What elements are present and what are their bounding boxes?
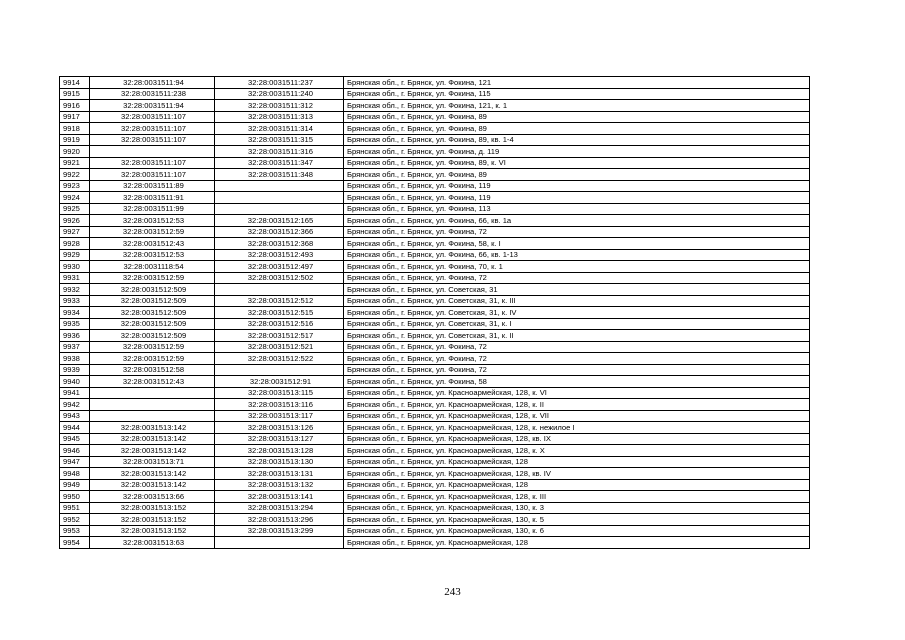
- address-cell: Брянская обл., г. Брянск, ул. Красноармейская, 128: [344, 456, 810, 468]
- table-row: [60, 399, 810, 411]
- parcel-number-cell: 32:28:0031512:53: [90, 249, 215, 261]
- building-number-cell: 32:28:0031513:132: [215, 479, 344, 491]
- parcel-number-cell: [90, 387, 215, 399]
- building-number-cell: 32:28:0031513:296: [215, 514, 344, 526]
- parcel-number-cell: 32:28:0031512:43: [90, 238, 215, 250]
- row-number-cell: 9938: [60, 353, 90, 365]
- table-row: [60, 295, 810, 307]
- row-number-cell: 9937: [60, 341, 90, 353]
- table-row: [60, 111, 810, 123]
- address-cell: Брянская обл., г. Брянск, ул. Фокина, 58: [344, 376, 810, 388]
- parcel-number-cell: 32:28:0031118:54: [90, 261, 215, 273]
- address-cell: Брянская обл., г. Брянск, ул. Красноармейская, 128, кв. IX: [344, 433, 810, 445]
- address-cell: Брянская обл., г. Брянск, ул. Фокина, 58, к. I: [344, 238, 810, 250]
- building-number-cell: 32:28:0031513:127: [215, 433, 344, 445]
- row-number-cell: 9915: [60, 88, 90, 100]
- address-cell: Брянская обл., г. Брянск, ул. Фокина, 72: [344, 272, 810, 284]
- parcel-number-cell: 32:28:0031511:238: [90, 88, 215, 100]
- table-row: [60, 433, 810, 445]
- address-cell: Брянская обл., г. Брянск, ул. Фокина, 115: [344, 88, 810, 100]
- address-cell: Брянская обл., г. Брянск, ул. Красноармейская, 130, к. 6: [344, 525, 810, 537]
- parcel-number-cell: 32:28:0031513:142: [90, 433, 215, 445]
- row-number-cell: 9946: [60, 445, 90, 457]
- table-row: [60, 364, 810, 376]
- table-row: [60, 203, 810, 215]
- row-number-cell: 9932: [60, 284, 90, 296]
- building-number-cell: 32:28:0031513:115: [215, 387, 344, 399]
- row-number-cell: 9943: [60, 410, 90, 422]
- building-number-cell: 32:28:0031512:502: [215, 272, 344, 284]
- building-number-cell: 32:28:0031513:117: [215, 410, 344, 422]
- row-number-cell: 9930: [60, 261, 90, 273]
- row-number-cell: 9945: [60, 433, 90, 445]
- row-number-cell: 9920: [60, 146, 90, 158]
- address-cell: Брянская обл., г. Брянск, ул. Красноармейская, 128, к. нежилое I: [344, 422, 810, 434]
- row-number-cell: 9941: [60, 387, 90, 399]
- row-number-cell: 9925: [60, 203, 90, 215]
- address-cell: Брянская обл., г. Брянск, ул. Фокина, 121: [344, 77, 810, 89]
- row-number-cell: 9954: [60, 537, 90, 549]
- address-cell: Брянская обл., г. Брянск, ул. Фокина, 72: [344, 353, 810, 365]
- parcel-number-cell: 32:28:0031511:91: [90, 192, 215, 204]
- building-number-cell: 32:28:0031512:493: [215, 249, 344, 261]
- table-row: [60, 318, 810, 330]
- row-number-cell: 9918: [60, 123, 90, 135]
- address-cell: Брянская обл., г. Брянск, ул. Советская, 31, к. I: [344, 318, 810, 330]
- row-number-cell: 9952: [60, 514, 90, 526]
- building-number-cell: [215, 192, 344, 204]
- building-number-cell: 32:28:0031512:512: [215, 295, 344, 307]
- parcel-number-cell: 32:28:0031513:142: [90, 422, 215, 434]
- row-number-cell: 9928: [60, 238, 90, 250]
- parcel-number-cell: 32:28:0031513:142: [90, 479, 215, 491]
- table-row: [60, 387, 810, 399]
- building-number-cell: 32:28:0031513:299: [215, 525, 344, 537]
- row-number-cell: 9939: [60, 364, 90, 376]
- parcel-number-cell: [90, 146, 215, 158]
- address-cell: Брянская обл., г. Брянск, ул. Фокина, 66, кв. 1а: [344, 215, 810, 227]
- address-cell: Брянская обл., г. Брянск, ул. Советская, 31, к. III: [344, 295, 810, 307]
- parcel-number-cell: 32:28:0031512:509: [90, 330, 215, 342]
- parcel-number-cell: 32:28:0031513:142: [90, 445, 215, 457]
- address-cell: Брянская обл., г. Брянск, ул. Красноармейская, 130, к. 3: [344, 502, 810, 514]
- table-row: [60, 215, 810, 227]
- address-cell: Брянская обл., г. Брянск, ул. Красноармейская, 128, кв. IV: [344, 468, 810, 480]
- row-number-cell: 9926: [60, 215, 90, 227]
- table-row: [60, 410, 810, 422]
- parcel-number-cell: 32:28:0031512:53: [90, 215, 215, 227]
- table-row: [60, 169, 810, 181]
- parcel-number-cell: 32:28:0031513:71: [90, 456, 215, 468]
- building-number-cell: [215, 180, 344, 192]
- building-number-cell: 32:28:0031511:315: [215, 134, 344, 146]
- parcel-number-cell: 32:28:0031511:107: [90, 134, 215, 146]
- building-number-cell: 32:28:0031511:313: [215, 111, 344, 123]
- table-row: [60, 525, 810, 537]
- building-number-cell: 32:28:0031512:522: [215, 353, 344, 365]
- address-cell: Брянская обл., г. Брянск, ул. Фокина, 70, к. 1: [344, 261, 810, 273]
- address-cell: Брянская обл., г. Брянск, ул. Фокина, 72: [344, 341, 810, 353]
- row-number-cell: 9942: [60, 399, 90, 411]
- row-number-cell: 9935: [60, 318, 90, 330]
- address-cell: Брянская обл., г. Брянск, ул. Фокина, 72: [344, 364, 810, 376]
- building-number-cell: 32:28:0031512:515: [215, 307, 344, 319]
- parcel-number-cell: 32:28:0031512:58: [90, 364, 215, 376]
- table-row: [60, 146, 810, 158]
- table-row: [60, 284, 810, 296]
- row-number-cell: 9919: [60, 134, 90, 146]
- address-cell: Брянская обл., г. Брянск, ул. Фокина, 89: [344, 169, 810, 181]
- parcel-number-cell: 32:28:0031513:152: [90, 525, 215, 537]
- parcel-number-cell: 32:28:0031513:142: [90, 468, 215, 480]
- parcel-number-cell: 32:28:0031513:152: [90, 502, 215, 514]
- parcel-number-cell: 32:28:0031512:59: [90, 272, 215, 284]
- row-number-cell: 9929: [60, 249, 90, 261]
- building-number-cell: [215, 284, 344, 296]
- row-number-cell: 9921: [60, 157, 90, 169]
- table-row: [60, 157, 810, 169]
- building-number-cell: 32:28:0031511:312: [215, 100, 344, 112]
- building-number-cell: 32:28:0031511:347: [215, 157, 344, 169]
- building-number-cell: 32:28:0031513:141: [215, 491, 344, 503]
- building-number-cell: 32:28:0031513:131: [215, 468, 344, 480]
- building-number-cell: 32:28:0031512:366: [215, 226, 344, 238]
- table-row: [60, 445, 810, 457]
- table-row: [60, 238, 810, 250]
- address-cell: Брянская обл., г. Брянск, ул. Фокина, 89, к. VI: [344, 157, 810, 169]
- address-cell: Брянская обл., г. Брянск, ул. Красноармейская, 128, к. II: [344, 399, 810, 411]
- parcel-number-cell: 32:28:0031512:509: [90, 295, 215, 307]
- parcel-number-cell: 32:28:0031511:107: [90, 111, 215, 123]
- parcel-number-cell: 32:28:0031513:63: [90, 537, 215, 549]
- building-number-cell: 32:28:0031512:517: [215, 330, 344, 342]
- parcel-number-cell: 32:28:0031512:509: [90, 284, 215, 296]
- row-number-cell: 9944: [60, 422, 90, 434]
- table-row: [60, 272, 810, 284]
- row-number-cell: 9948: [60, 468, 90, 480]
- parcel-number-cell: 32:28:0031511:107: [90, 169, 215, 181]
- row-number-cell: 9931: [60, 272, 90, 284]
- address-cell: Брянская обл., г. Брянск, ул. Советская, 31, к. IV: [344, 307, 810, 319]
- table-row: [60, 376, 810, 388]
- building-number-cell: 32:28:0031512:497: [215, 261, 344, 273]
- building-number-cell: 32:28:0031511:316: [215, 146, 344, 158]
- row-number-cell: 9916: [60, 100, 90, 112]
- building-number-cell: 32:28:0031513:126: [215, 422, 344, 434]
- row-number-cell: 9949: [60, 479, 90, 491]
- parcel-number-cell: 32:28:0031512:509: [90, 307, 215, 319]
- address-cell: Брянская обл., г. Брянск, ул. Фокина, 89: [344, 111, 810, 123]
- table-row: [60, 261, 810, 273]
- address-cell: Брянская обл., г. Брянск, ул. Советская, 31, к. II: [344, 330, 810, 342]
- row-number-cell: 9947: [60, 456, 90, 468]
- parcel-number-cell: 32:28:0031511:94: [90, 100, 215, 112]
- building-number-cell: 32:28:0031513:294: [215, 502, 344, 514]
- row-number-cell: 9927: [60, 226, 90, 238]
- row-number-cell: 9917: [60, 111, 90, 123]
- table-row: [60, 180, 810, 192]
- table-row: [60, 123, 810, 135]
- building-number-cell: 32:28:0031512:165: [215, 215, 344, 227]
- parcel-number-cell: 32:28:0031511:94: [90, 77, 215, 89]
- table-row: [60, 249, 810, 261]
- table-row: [60, 353, 810, 365]
- building-number-cell: [215, 203, 344, 215]
- building-number-cell: 32:28:0031513:116: [215, 399, 344, 411]
- registry-table: [59, 76, 810, 549]
- building-number-cell: 32:28:0031511:348: [215, 169, 344, 181]
- table-row: [60, 468, 810, 480]
- row-number-cell: 9940: [60, 376, 90, 388]
- building-number-cell: [215, 537, 344, 549]
- parcel-number-cell: 32:28:0031511:107: [90, 157, 215, 169]
- parcel-number-cell: [90, 410, 215, 422]
- address-cell: Брянская обл., г. Брянск, ул. Красноармейская, 128: [344, 537, 810, 549]
- address-cell: Брянская обл., г. Брянск, ул. Фокина, 119: [344, 192, 810, 204]
- address-cell: Брянская обл., г. Брянск, ул. Красноармейская, 128: [344, 479, 810, 491]
- address-cell: Брянская обл., г. Брянск, ул. Советская, 31: [344, 284, 810, 296]
- row-number-cell: 9950: [60, 491, 90, 503]
- address-cell: Брянская обл., г. Брянск, ул. Красноармейская, 130, к. 5: [344, 514, 810, 526]
- building-number-cell: 32:28:0031512:91: [215, 376, 344, 388]
- page-number: 243: [444, 586, 461, 598]
- building-number-cell: 32:28:0031513:130: [215, 456, 344, 468]
- building-number-cell: 32:28:0031511:314: [215, 123, 344, 135]
- table-row: [60, 341, 810, 353]
- table-row: [60, 77, 810, 89]
- address-cell: Брянская обл., г. Брянск, ул. Красноармейская, 128, к. VI: [344, 387, 810, 399]
- building-number-cell: 32:28:0031513:128: [215, 445, 344, 457]
- building-number-cell: 32:28:0031512:368: [215, 238, 344, 250]
- address-cell: Брянская обл., г. Брянск, ул. Фокина, 72: [344, 226, 810, 238]
- row-number-cell: 9922: [60, 169, 90, 181]
- address-cell: Брянская обл., г. Брянск, ул. Красноармейская, 128, к. X: [344, 445, 810, 457]
- row-number-cell: 9936: [60, 330, 90, 342]
- row-number-cell: 9914: [60, 77, 90, 89]
- parcel-number-cell: 32:28:0031512:43: [90, 376, 215, 388]
- parcel-number-cell: 32:28:0031512:59: [90, 353, 215, 365]
- address-cell: Брянская обл., г. Брянск, ул. Фокина, д. 119: [344, 146, 810, 158]
- table-row: [60, 192, 810, 204]
- registry-table-body: [60, 77, 810, 549]
- table-row: [60, 502, 810, 514]
- row-number-cell: 9933: [60, 295, 90, 307]
- address-cell: Брянская обл., г. Брянск, ул. Фокина, 121, к. 1: [344, 100, 810, 112]
- building-number-cell: 32:28:0031512:516: [215, 318, 344, 330]
- address-cell: Брянская обл., г. Брянск, ул. Фокина, 89: [344, 123, 810, 135]
- parcel-number-cell: 32:28:0031512:59: [90, 341, 215, 353]
- building-number-cell: 32:28:0031512:521: [215, 341, 344, 353]
- parcel-number-cell: 32:28:0031513:66: [90, 491, 215, 503]
- parcel-number-cell: 32:28:0031513:152: [90, 514, 215, 526]
- table-row: [60, 226, 810, 238]
- table-row: [60, 537, 810, 549]
- table-row: [60, 134, 810, 146]
- table-row: [60, 422, 810, 434]
- address-cell: Брянская обл., г. Брянск, ул. Фокина, 66, кв. 1-13: [344, 249, 810, 261]
- address-cell: Брянская обл., г. Брянск, ул. Красноармейская, 128, к. VII: [344, 410, 810, 422]
- row-number-cell: 9924: [60, 192, 90, 204]
- building-number-cell: [215, 364, 344, 376]
- table-row: [60, 330, 810, 342]
- building-number-cell: 32:28:0031511:240: [215, 88, 344, 100]
- row-number-cell: 9934: [60, 307, 90, 319]
- row-number-cell: 9923: [60, 180, 90, 192]
- table-row: [60, 88, 810, 100]
- parcel-number-cell: 32:28:0031511:99: [90, 203, 215, 215]
- address-cell: Брянская обл., г. Брянск, ул. Фокина, 89, кв. 1-4: [344, 134, 810, 146]
- table-row: [60, 100, 810, 112]
- parcel-number-cell: 32:28:0031512:59: [90, 226, 215, 238]
- address-cell: Брянская обл., г. Брянск, ул. Фокина, 119: [344, 180, 810, 192]
- table-row: [60, 456, 810, 468]
- row-number-cell: 9953: [60, 525, 90, 537]
- table-row: [60, 491, 810, 503]
- table-row: [60, 479, 810, 491]
- parcel-number-cell: 32:28:0031511:89: [90, 180, 215, 192]
- address-cell: Брянская обл., г. Брянск, ул. Красноармейская, 128, к. III: [344, 491, 810, 503]
- table-row: [60, 307, 810, 319]
- building-number-cell: 32:28:0031511:237: [215, 77, 344, 89]
- parcel-number-cell: 32:28:0031512:509: [90, 318, 215, 330]
- table-row: [60, 514, 810, 526]
- address-cell: Брянская обл., г. Брянск, ул. Фокина, 113: [344, 203, 810, 215]
- parcel-number-cell: 32:28:0031511:107: [90, 123, 215, 135]
- parcel-number-cell: [90, 399, 215, 411]
- row-number-cell: 9951: [60, 502, 90, 514]
